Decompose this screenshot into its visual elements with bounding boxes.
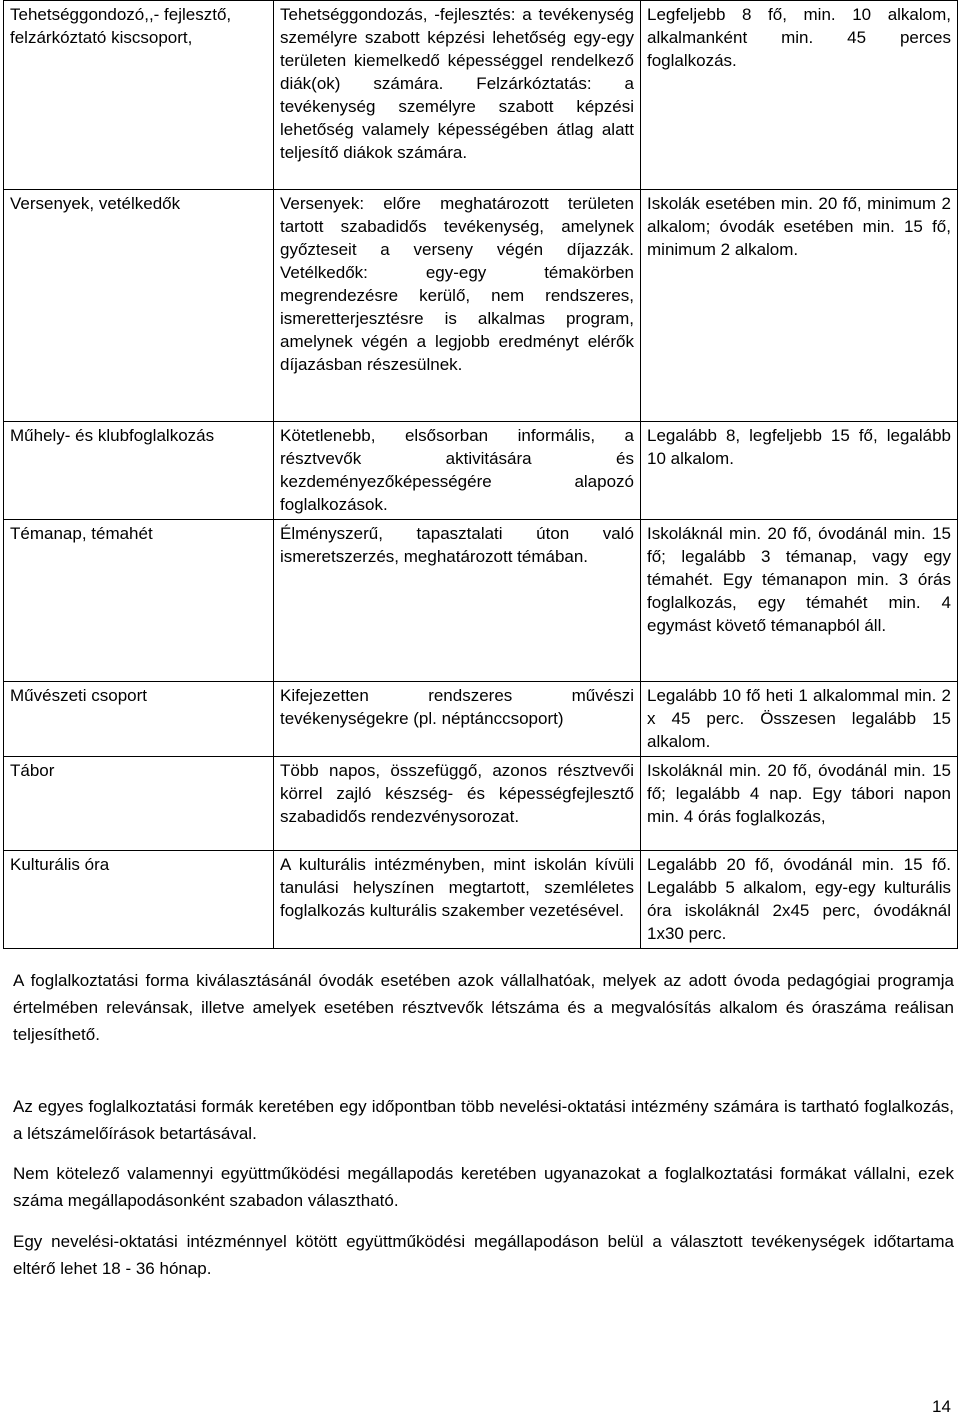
row-name: Kulturális óra [4, 851, 274, 949]
row-description: Tehetséggondozás, -fejlesztés: a tevékenység személyre szabott képzési lehetőség egy-egy területen kiemelkedő képességgel rendelkező diák(ok) számára. Felzárkóztatás: a tevékenység személyre szabott képzési lehetőség valamely képességében átlag alatt teljesítő diákok számára. [274, 1, 641, 190]
table-row [4, 520, 958, 682]
table-row [4, 1, 958, 190]
row-name: Témanap, témahét [4, 520, 274, 682]
row-description: Több napos, összefüggő, azonos résztvevői körrel zajló készség- és képességfejlesztő szabadidős rendezvénysorozat. [274, 757, 641, 851]
row-description: Kifejezetten rendszeres művészi tevékenységekre (pl. néptánccsoport) [274, 682, 641, 757]
row-description: Versenyek: előre meghatározott területen tartott szabadidős tevékenység, amelynek győzteseit a verseny végén díjazzák. Vetélkedők: egy-egy témakörben megrendezésre kerülő, nem rendszeres, ismeretterjesztésre is alkalmas program, amelynek végén a legjobb eredményt elérők díjazásban részesülnek. [274, 190, 641, 422]
row-requirement: Iskoláknál min. 20 fő, óvodánál min. 15 fő; legalább 3 témanap, vagy egy témahét. Egy témanapon min. 3 órás foglalkozás, egy témahét min. 4 egymást követő témanapból áll. [641, 520, 958, 682]
row-description: Élményszerű, tapasztalati úton való ismeretszerzés, meghatározott témában. [274, 520, 641, 682]
row-requirement: Iskoláknál min. 20 fő, óvodánál min. 15 fő; legalább 4 nap. Egy tábori napon min. 4 órás foglalkozás, [641, 757, 958, 851]
row-name: Tábor [4, 757, 274, 851]
table-row [4, 422, 958, 520]
paragraph-not-mandatory: Nem kötelező valamennyi együttműködési megállapodás keretében ugyanazokat a foglalkoztatási formákat vállalni, ezek száma megállapodásonként szabadon választható. [13, 1164, 954, 1210]
row-name: Tehetséggondozó,,- fejlesztő, felzárkóztató kiscsoport, [4, 1, 274, 190]
row-requirement: Legfeljebb 8 fő, min. 10 alkalom, alkalmanként min. 45 perces foglalkozás. [641, 1, 958, 190]
row-requirement: Iskolák esetében min. 20 fő, minimum 2 alkalom; óvodák esetében min. 15 fő, minimum 2 alkalom. [641, 190, 958, 422]
row-name: Művészeti csoport [4, 682, 274, 757]
table-row [4, 682, 958, 757]
paragraph-form-selection: A foglalkoztatási forma kiválasztásánál óvodák esetében azok vállalhatóak, melyek az adott óvoda pedagógiai programja értelmében relevánsak, illetve amelyek esetében résztvevők létszáma és a megvalósítás alkalom és óraszáma reálisan teljesíthető. [13, 971, 954, 1044]
row-requirement: Legalább 20 fő, óvodánál min. 15 fő. Legalább 5 alkalom, egy-egy kulturális óra iskoláknál 2x45 perc, óvodáknál 1x30 perc. [641, 851, 958, 949]
table-row [4, 757, 958, 851]
row-name: Versenyek, vetélkedők [4, 190, 274, 422]
row-description: Kötetlenebb, elsősorban informális, a résztvevők aktivitására és kezdeményezőképességére alapozó foglalkozások. [274, 422, 641, 520]
table-row [4, 190, 958, 422]
row-name: Műhely- és klubfoglalkozás [4, 422, 274, 520]
paragraph-duration: Egy nevelési-oktatási intézménnyel kötött együttműködési megállapodáson belül a választott tevékenységek időtartama eltérő lehet 18 - 36 hónap. [13, 1232, 954, 1278]
activity-forms-table [3, 0, 958, 949]
row-requirement: Legalább 10 fő heti 1 alkalommal min. 2 x 45 perc. Összesen legalább 15 alkalom. [641, 682, 958, 757]
paragraph-multiple-institutions: Az egyes foglalkoztatási formák keretében egy időpontban több nevelési-oktatási intézmény számára is tartható foglalkozás, a létszámelőírások betartásával. [13, 1097, 954, 1143]
page-number: 14 [932, 1397, 951, 1416]
table-row [4, 851, 958, 949]
row-requirement: Legalább 8, legfeljebb 15 fő, legalább 10 alkalom. [641, 422, 958, 520]
row-description: A kulturális intézményben, mint iskolán kívüli tanulási helyszínen megtartott, szemléletes foglalkozás kulturális szakember vezetésével. [274, 851, 641, 949]
